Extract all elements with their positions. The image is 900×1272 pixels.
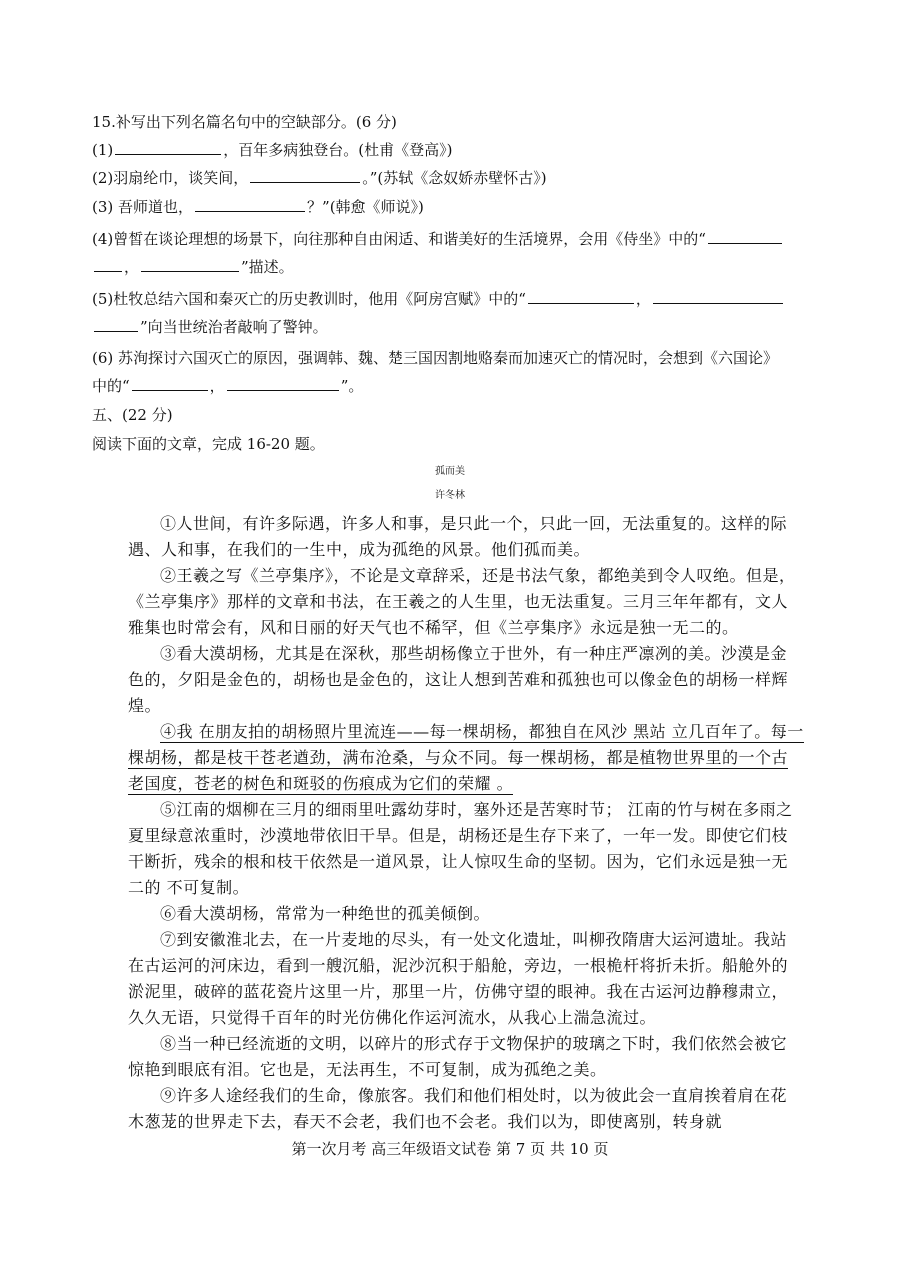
para-5-line-4: 二的 不可复制。: [128, 878, 250, 897]
article-title: 孤而美: [435, 466, 465, 477]
para-1-line-1: ①人世间，有许多际遇，许多人和事，是只此一个，只此一回，无法重复的。这样的际: [160, 514, 788, 533]
page-footer: 第一次月考 高三年级语文试卷 第 7 页 共 10 页: [291, 1140, 609, 1158]
q15-item-5-line1: (5)杜牧总结六国和秦灭亡的历史教训时，他用《阿房宫赋》中的“ ，: [92, 288, 785, 310]
para-4-line-2: 棵胡杨，都是枝干苍老遒劲，满布沧桑，与众不同。每一棵胡杨，都是植物世界里的一个古: [128, 748, 789, 767]
answer-blank[interactable]: [141, 256, 239, 272]
para-1-line-2: 遇、人和事，在我们的一生中，成为孤绝的风景。他们孤而美。: [128, 540, 591, 559]
answer-blank[interactable]: [653, 288, 783, 304]
para-8-line-1: ⑧当一种已经流逝的文明，以碎片的形式存于文物保护的玻璃之下时，我们依然会被它: [160, 1034, 788, 1053]
para-2-line-2: 《兰亭集序》那样的文章和书法，在王羲之的人生里，也无法重复。三月三年年都有，文人: [128, 592, 789, 611]
answer-blank[interactable]: [528, 288, 634, 304]
section-heading: 五、(22 分): [92, 406, 173, 424]
para-9-line-2: 木葱茏的世界走下去，春天不会老，我们也不会老。我们以为，即使离别，转身就: [128, 1112, 723, 1131]
q15-item-2: (2)羽扇纶巾，谈笑间， 。”(苏轼《念奴娇赤壁怀古》): [92, 169, 547, 187]
answer-blank[interactable]: [115, 139, 221, 155]
para-9-line-1: ⑨许多人途经我们的生命，像旅客。我们和他们相处时，以为彼此会一直肩挨着肩在花: [160, 1086, 788, 1105]
para-5-line-1: ⑤江南的烟柳在三月的细雨里吐露幼芽时，塞外还是苦寒时节； 江南的竹与树在多雨之: [160, 800, 793, 819]
para-7-line-4: 久久无语，只觉得千百年的时光仿佛化作运河流水，从我心上湍急流过。: [128, 1008, 657, 1027]
answer-blank[interactable]: [94, 316, 138, 332]
para-8-line-2: 惊艳到眼底有泪。它也是，无法再生，不可复制，成为孤绝之美。: [128, 1060, 607, 1079]
q15-item-3: (3) 吾师道也， ？”(韩愈《师说》): [92, 198, 424, 216]
q15-item-4-line1: (4)曾皙在谈论理想的场景下，向往那种自由闲适、和谐美好的生活境界，会用《侍坐》中的“: [92, 228, 784, 250]
para-3-line-2: 色的，夕阳是金色的，胡杨也是金色的，这让人想到苦难和孤独也可以像金色的胡杨一样辉: [128, 670, 789, 689]
q15-item-6-line2: 中的“ ， ”。: [92, 377, 364, 395]
q15-item-6-line1: (6) 苏洵探讨六国灭亡的原因，强调韩、魏、楚三国因割地赂秦而加速灭亡的情况时，会想到《六国论》: [92, 349, 779, 367]
para-2-line-1: ②王羲之写《兰亭集序》，不论是文章辞采，还是书法气象，都绝美到令人叹绝。但是，: [160, 566, 796, 585]
para-3-line-1: ③看大漠胡杨，尤其是在深秋，那些胡杨像立于世外，有一种庄严凛冽的美。沙漠是金: [160, 644, 788, 663]
section-instruction: 阅读下面的文章，完成 16-20 题。: [92, 435, 325, 453]
para-5-line-3: 干断折，残余的根和枝干依然是一道风景，让人惊叹生命的坚韧。因为，它们永远是独一无: [128, 852, 789, 871]
answer-blank[interactable]: [708, 228, 782, 244]
para-4-line-1: ④我 在朋友拍的胡杨照片里流连——每一棵胡杨，都独自在风沙 黑站 立几百年了。每一: [160, 722, 804, 741]
para-3-line-3: 煌。: [128, 696, 162, 715]
q15-item-5-line2: ”向当世统治者敲响了警钟。: [92, 316, 328, 338]
para-6-line-1: ⑥看大漠胡杨，常常为一种绝世的孤美倾倒。: [160, 904, 491, 923]
answer-blank[interactable]: [94, 256, 122, 272]
para-7-line-1: ⑦到安徽淮北去，在一片麦地的尽头，有一处文化遗址，叫柳孜隋唐大运河遗址。我站: [160, 930, 788, 949]
q15-title: 15.补写出下列名篇名句中的空缺部分。(6 分): [92, 113, 397, 131]
answer-blank[interactable]: [250, 167, 360, 183]
para-2-line-3: 雅集也时常会有，风和日丽的好天气也不稀罕，但《兰亭集序》永远是独一无二的。: [128, 618, 739, 637]
q15-item-1: (1) ，百年多病独登台。(杜甫《登高》): [92, 141, 453, 159]
para-4-line-3: 老国度，苍老的树色和斑驳的伤痕成为它们的荣耀 。: [128, 774, 514, 793]
answer-blank[interactable]: [195, 196, 305, 212]
answer-blank[interactable]: [227, 375, 339, 391]
answer-blank[interactable]: [132, 375, 208, 391]
para-7-line-3: 淤泥里，破碎的蓝花瓷片这里一片，那里一片，仿佛守望的眼神。我在古运河边静穆肃立，: [128, 982, 789, 1001]
q15-item-4-line2: ， ”描述。: [92, 256, 294, 278]
para-7-line-2: 在古运河的河床边，看到一艘沉船，泥沙沉积于船舱，旁边，一根桅杆将折未折。船舱外的: [128, 956, 789, 975]
article-author: 许冬林: [435, 490, 465, 501]
para-5-line-2: 夏里绿意浓重时，沙漠地带依旧干旱。但是，胡杨还是生存下来了，一年一发。即使它们枝: [128, 826, 789, 845]
